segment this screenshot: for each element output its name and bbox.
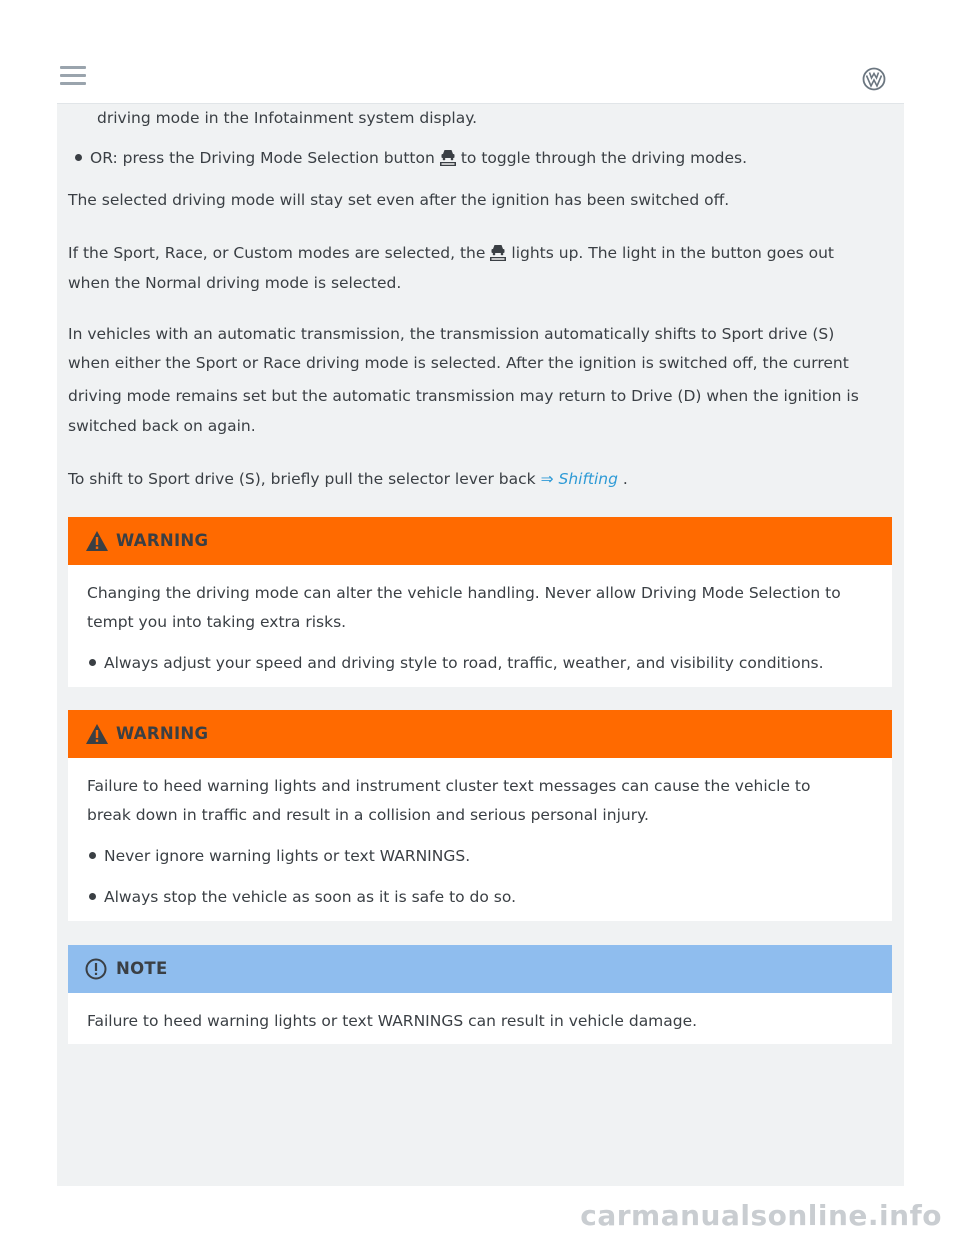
- warning-text: Changing the driving mode can alter the vehicle handling. Never allow Driving Mode Selection to: [87, 584, 841, 602]
- paragraph-auto-transmission-3: driving mode remains set but the automatic transmission may return to Drive (D) when the ignition is: [68, 387, 859, 405]
- warning-triangle-icon: [85, 530, 109, 552]
- paragraph-sport-race-custom: If the Sport, Race, or Custom modes are selected, the lights up. The light in the button goes out: [68, 244, 835, 262]
- paragraph-normal-mode: when the Normal driving mode is selected.: [68, 274, 402, 292]
- vw-logo-icon[interactable]: [862, 67, 886, 91]
- paragraph-continued: driving mode in the Infotainment system display.: [97, 109, 478, 127]
- paragraph-auto-transmission-1: In vehicles with an automatic transmission, the transmission automatically shifts to Sport drive (S): [68, 325, 835, 343]
- paragraph-auto-transmission-2: when either the Sport or Race driving mode is selected. After the ignition is switched off, the current: [68, 354, 849, 372]
- drive-mode-button-icon: [489, 242, 507, 262]
- warning-bullet: Always stop the vehicle as soon as it is safe to do so.: [89, 883, 516, 912]
- warning-text: Failure to heed warning lights and instrument cluster text messages can cause the vehicle to: [87, 777, 811, 795]
- manual-content-panel: [57, 103, 904, 1186]
- warning-text: tempt you into taking extra risks.: [87, 613, 347, 631]
- note-box-vehicle-damage: [68, 945, 892, 1044]
- note-header: [68, 945, 892, 993]
- warning-box-warning-lights: [68, 710, 892, 921]
- warning-header: [68, 517, 892, 565]
- warning-triangle-icon: [85, 723, 109, 745]
- info-circle-icon: [85, 958, 107, 980]
- warning-title: WARNING: [116, 724, 209, 743]
- watermark-text: carmanualsonline.info: [580, 1199, 942, 1232]
- drive-mode-button-icon: [439, 147, 457, 167]
- hamburger-menu-icon[interactable]: [60, 66, 88, 88]
- note-title: NOTE: [116, 959, 168, 978]
- warning-title: WARNING: [116, 531, 209, 550]
- warning-bullet: Never ignore warning lights or text WARNINGS.: [89, 842, 470, 871]
- note-text: Failure to heed warning lights or text WARNINGS can result in vehicle damage.: [87, 1012, 698, 1030]
- top-bar: [0, 0, 960, 103]
- warning-bullet: Always adjust your speed and driving style to road, traffic, weather, and visibility conditions.: [89, 649, 824, 678]
- shifting-link[interactable]: ⇒ Shifting: [540, 470, 618, 488]
- warning-header: [68, 710, 892, 758]
- warning-text: break down in traffic and result in a collision and serious personal injury.: [87, 806, 649, 824]
- bullet-dot: [75, 154, 82, 161]
- bullet-or-press-button: OR: press the Driving Mode Selection button to toggle through the driving modes.: [75, 144, 747, 173]
- paragraph-shift-to-sport: To shift to Sport drive (S), briefly pull the selector lever back ⇒ Shifting .: [68, 470, 628, 488]
- warning-box-driving-mode: [68, 517, 892, 687]
- paragraph-mode-stays-set: The selected driving mode will stay set even after the ignition has been switched off.: [68, 191, 730, 209]
- paragraph-auto-transmission-4: switched back on again.: [68, 417, 256, 435]
